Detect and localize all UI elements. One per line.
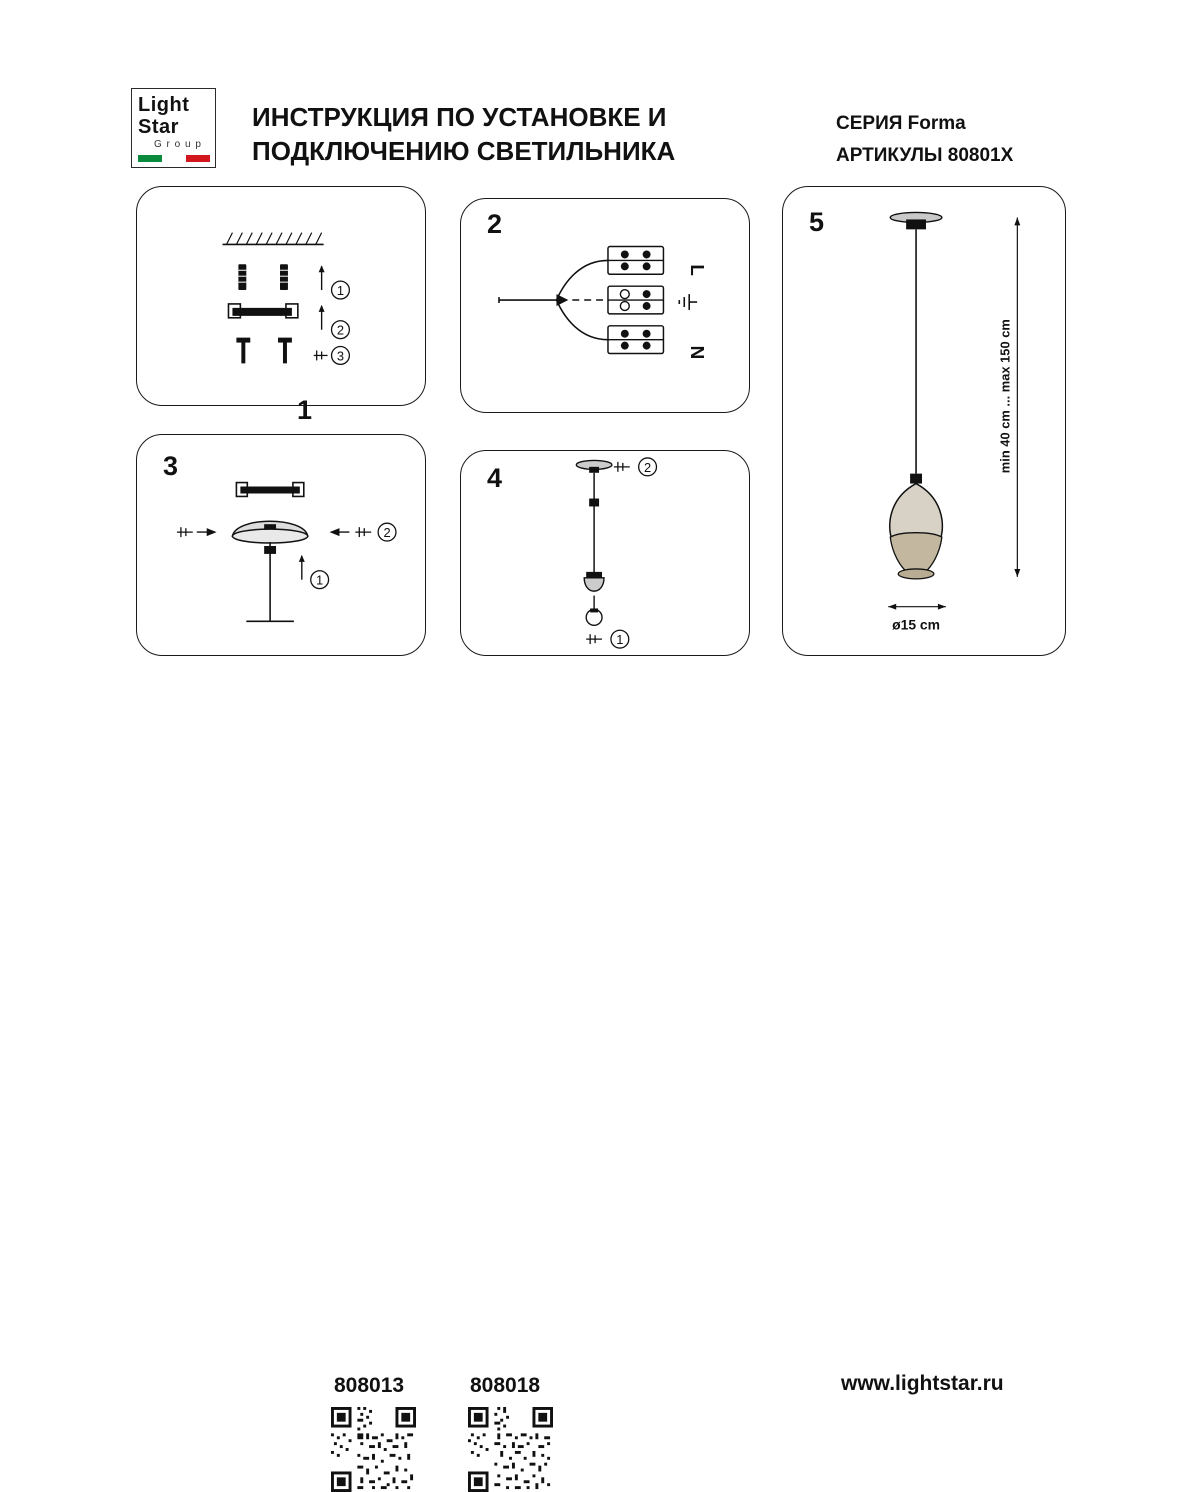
brand-logo bbox=[131, 88, 216, 168]
italy-flag-icon bbox=[138, 155, 210, 162]
svg-text:2: 2 bbox=[383, 525, 391, 541]
step-number-4: 4 bbox=[487, 463, 503, 493]
product-series-info bbox=[836, 108, 1166, 172]
qr-code-808013 bbox=[331, 1407, 416, 1492]
website-url[interactable]: www.lightstar.ru bbox=[841, 1372, 1004, 1395]
step-2-illustration bbox=[461, 199, 749, 412]
step-number-5: 5 bbox=[809, 207, 825, 237]
logo-line-1: Light bbox=[138, 94, 190, 116]
logo-wordmark bbox=[138, 94, 214, 138]
article-code-1: 808013 bbox=[334, 1374, 405, 1397]
document-footer bbox=[0, 680, 1200, 1397]
svg-text:1: 1 bbox=[336, 283, 345, 299]
article-code-2: 808018 bbox=[470, 1374, 541, 1397]
page-title-line-2: ПОДКЛЮЧЕНИЮ СВЕТИЛЬНИКА bbox=[252, 136, 676, 166]
step-5-illustration bbox=[783, 187, 1065, 655]
step-panel-5 bbox=[782, 186, 1066, 656]
svg-text:L: L bbox=[687, 264, 709, 276]
step-4-illustration bbox=[461, 451, 749, 655]
step-3-illustration bbox=[137, 435, 425, 655]
svg-text:2: 2 bbox=[644, 459, 652, 475]
step-1-illustration bbox=[137, 187, 425, 405]
document-header bbox=[0, 40, 1200, 166]
step-panel-2 bbox=[460, 198, 750, 413]
page-title-line-1: ИНСТРУКЦИЯ ПО УСТАНОВКЕ И bbox=[252, 102, 667, 132]
svg-text:N: N bbox=[687, 345, 709, 360]
step-panel-4 bbox=[460, 450, 750, 656]
step-number-2: 2 bbox=[487, 209, 503, 239]
step-number-1: 1 bbox=[297, 395, 313, 425]
logo-group-text: G r o u p bbox=[154, 139, 202, 150]
step-number-3: 3 bbox=[163, 451, 179, 481]
diameter-dimension-label: ø15 cm bbox=[892, 616, 940, 633]
svg-text:1: 1 bbox=[316, 572, 324, 588]
svg-text:2: 2 bbox=[336, 322, 345, 338]
step-panel-1 bbox=[136, 186, 426, 425]
qr-code-808018 bbox=[468, 1407, 553, 1492]
svg-text:3: 3 bbox=[336, 348, 345, 364]
height-dimension-label: min 40 cm ... max 150 cm bbox=[997, 319, 1013, 474]
article-line: АРТИКУЛЫ 80801X bbox=[836, 145, 1014, 166]
svg-text:1: 1 bbox=[616, 632, 624, 648]
step-panel-3 bbox=[136, 434, 426, 656]
series-line: СЕРИЯ Forma bbox=[836, 113, 966, 134]
page-title bbox=[252, 100, 722, 168]
logo-line-2: Star bbox=[138, 116, 179, 138]
